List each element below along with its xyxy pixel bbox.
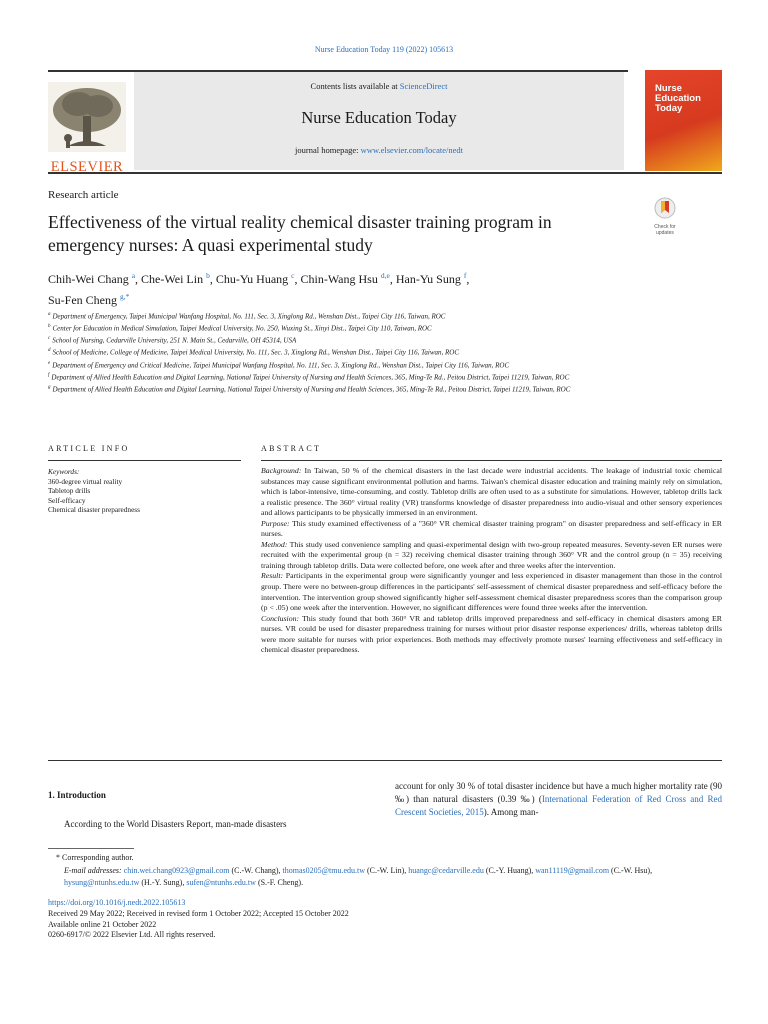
affiliation-text: Department of Emergency, Taipei Municipal Wanfang Hospital, No. 111, Sec. 3, Xinglong Rd., Wenshan Dist., Taipei City 116, Taiwan, ROC: [52, 312, 446, 321]
email-addresses: [48, 865, 722, 890]
masthead: [48, 70, 628, 175]
author[interactable]: [48, 272, 135, 286]
abstract-section-text: Participants in the experimental group were significantly younger and less experienced in disaster management than those in the control group. There were no between-group differences in the participants' self-assessment of chemical disaster preparedness and self-efficacy before the intervention. The intervention group showed significantly higher self-assessment chemical disaster preparedness scores than the comparison group (p < .05) one week after the intervention. However, no significant differences were found three weeks after the intervention.: [261, 571, 722, 613]
author-affiliation-marker[interactable]: g,*: [120, 292, 130, 301]
publisher-wordmark: ELSEVIER: [50, 159, 124, 175]
email-link[interactable]: sufen@ntunhs.edu.tw: [186, 878, 256, 887]
copyright: 0260-6917/© 2022 Elsevier Ltd. All rights reserved.: [48, 930, 216, 940]
email-owner: (C.-Y. Huang),: [483, 865, 536, 875]
introduction-heading: 1. Introduction: [48, 790, 106, 800]
keyword-list: [48, 477, 241, 515]
affiliation: [48, 359, 638, 371]
article-type: Research article: [48, 189, 119, 201]
affiliation: [48, 346, 638, 358]
received-dates: Received 29 May 2022; Received in revised form 1 October 2022; Accepted 15 October 2022: [48, 908, 349, 918]
affiliation: [48, 334, 638, 346]
introduction-right-column: account for only 30 % of total disaster incidence but have a much higher mortality rate (90 ‰) than natural disasters (0.39 ‰) (International Federation of Red Cross and Red Crescent Societies, 2015). Among man-: [395, 781, 722, 817]
introduction-left-column: According to the World Disasters Report, man-made disasters: [64, 819, 287, 829]
cover-title: Nurse Education Today: [655, 83, 701, 114]
author-affiliation-marker[interactable]: d,e: [380, 271, 390, 280]
author-name[interactable]: Han-Yu Sung: [395, 272, 461, 286]
abstract-section-label: Method:: [261, 539, 288, 549]
abstract-section-text: In Taiwan, 50 % of the chemical disasters in the last decade were industrial accidents. The leakage of industrial toxic chemical substances may cause significant environmental pollution and harms. Taiwan's chemical disaster education and training mainly rely on simulation, which is labor-intensive, time-consuming, and costly. Tabletop drills are often used to as a substitute for simulations. However, tabletop drills lack a realistic presence. The 360° virtual reality (VR) transforms knowledge of disaster preparedness into audio-visual and other sensory experiences and allows participants to be physically immersed in an environment.: [261, 466, 723, 518]
author-affiliation-marker[interactable]: a: [131, 271, 136, 280]
abstract-section-text: This study found that both 360° VR and tabletop drills improved preparedness and self-efficacy in chemical disasters among ER nurses. VR could be used for disaster preparedness training for nurses without prior disaster response experiences/ drills, whereas tabletop drills were more suitable for nurses with prior experiences. Both methods may effectively promote nurses' learning effectiveness and self-efficacy in chemical disaster preparedness.: [261, 613, 722, 655]
affiliation: [48, 310, 638, 322]
footnotes: [48, 852, 722, 890]
abstract-section-label: Background:: [261, 466, 302, 475]
abstract-divider: [261, 460, 722, 461]
affiliation-marker: b: [48, 324, 51, 330]
affiliation-text: School of Medicine, College of Medicine, Taipei Medical University, No. 111, Sec. 3, Xinglong Rd., Wenshan Dist., Taipei City 116, Taiwan, ROC: [52, 348, 459, 357]
abstract-section: [261, 540, 722, 572]
author-affiliation-marker[interactable]: c: [291, 271, 295, 280]
affiliation-marker: d: [48, 348, 51, 354]
abstract-section: [261, 519, 722, 540]
check-for-updates-button[interactable]: [646, 197, 684, 236]
author-list: Chih-Wei Chang $^a$, Che-Wei Lin $^b$, Chu-Yu Huang $^c$, Chin-Wang Hsu $^{d,e}$, Han-Yu Sung $^f$, Su-Fen Cheng $^{g,*}$: [48, 271, 470, 307]
affiliation-marker: g: [48, 384, 51, 390]
affiliation-marker: c: [48, 336, 51, 342]
affiliations: [48, 310, 638, 395]
abstract-bottom-divider: [48, 760, 722, 761]
email-owner: (S.-F. Cheng).: [255, 878, 304, 887]
author-name[interactable]: Chu-Yu Huang: [215, 272, 289, 286]
abstract-section-label: Conclusion:: [261, 613, 300, 623]
abstract-section: [261, 614, 722, 656]
masthead-banner: [134, 72, 624, 170]
email-owner: (C.-W. Lin),: [365, 865, 409, 875]
email-label: E-mail addresses:: [64, 865, 124, 875]
author[interactable]: [141, 272, 210, 286]
abstract-body: [261, 466, 722, 656]
email-owner: (C.-W. Chang),: [229, 865, 283, 875]
author-affiliation-marker[interactable]: b: [206, 271, 210, 280]
homepage-line: journal homepage: www.elsevier.com/locate/nedt: [295, 145, 463, 155]
keyword: 360-degree virtual reality: [48, 476, 123, 486]
available-online: Available online 21 October 2022: [48, 919, 157, 929]
email-link[interactable]: huangc@cedarville.edu: [408, 865, 484, 875]
author[interactable]: [216, 272, 295, 286]
affiliation-text: Department of Emergency and Critical Medicine, Taipei Municipal Wanfang Hospital, No. 111, Sec. 3, Xinglong Rd., Wenshan Dist., Taipei City 116, Taiwan, ROC: [52, 360, 510, 369]
masthead-divider: [48, 172, 722, 174]
abstract-section: [261, 466, 722, 519]
affiliation-text: School of Nursing, Cedarville University, 251 N. Main St., Cedarville, OH 45314, USA: [52, 336, 297, 345]
email-link[interactable]: chin.wei.chang0923@gmail.com: [123, 865, 230, 875]
corresponding-note: * Corresponding author.: [56, 853, 134, 862]
keyword: Tabletop drills: [48, 486, 91, 495]
keywords-block: [48, 467, 241, 515]
article-info-heading: ARTICLE INFO: [48, 444, 130, 453]
citation-link[interactable]: International Federation of Red Cross and Red Crescent Societies, 2015: [395, 794, 722, 817]
email-link[interactable]: thomas0205@tmu.edu.tw: [282, 865, 366, 875]
contents-line: Contents lists available at ScienceDirect: [310, 81, 448, 91]
affiliation-marker: f: [48, 372, 50, 378]
abstract-heading: ABSTRACT: [261, 444, 322, 453]
article-info-divider: [48, 460, 241, 461]
author[interactable]: [48, 293, 129, 307]
keyword: Self-efficacy: [48, 495, 86, 505]
keyword: Chemical disaster preparedness: [48, 505, 140, 514]
abstract-section: [261, 571, 722, 613]
journal-cover[interactable]: [645, 70, 722, 171]
abstract-section-label: Result:: [261, 571, 284, 581]
affiliation: [48, 371, 638, 383]
doi-link[interactable]: https://doi.org/10.1016/j.nedt.2022.105613: [48, 898, 186, 907]
article-title: Effectiveness of the virtual reality chemical disaster training program in emergency nurses: A quasi experimental study: [48, 212, 552, 255]
author-name[interactable]: Chin-Wang Hsu: [300, 272, 378, 286]
affiliation-text: Department of Allied Health Education and Digital Learning, National Taipei University of Nursing and Health Sciences, 365, Ming-Te Rd., Peitou District, Taipei 11219, Taiwan, ROC: [51, 372, 570, 381]
author-name[interactable]: Che-Wei Lin: [141, 272, 204, 286]
journal-reference[interactable]: Nurse Education Today 119 (2022) 105613: [314, 45, 454, 54]
journal-name: Nurse Education Today: [301, 108, 457, 127]
author-affiliation-marker[interactable]: f: [463, 271, 467, 280]
article-metadata: [48, 898, 722, 941]
keywords-label: Keywords:: [48, 467, 80, 476]
email-link[interactable]: wan11119@gmail.com: [535, 865, 610, 875]
affiliation-marker: e: [48, 360, 51, 366]
homepage-link[interactable]: www.elsevier.com/locate/nedt: [360, 145, 463, 155]
abstract-section-label: Purpose:: [261, 518, 290, 528]
abstract-section-text: This study examined effectiveness of a "360° VR chemical disaster training program" on disaster preparedness and self-efficacy in ER nurses.: [261, 518, 722, 539]
abstract-section-text: This study used convenience sampling and quasi-experimental design with two-group repeated measures. Seventy-seven ER nurses were recruited with the experimental group (n = 32) receiving chemical disaster training through 360° VR and the control group (n = 35) receiving training through tabletop drills. Data were collected before, one week after and three weeks after the intervention.: [261, 539, 722, 570]
crossmark-icon: [654, 197, 676, 219]
email-link[interactable]: hysung@ntunhs.edu.tw: [64, 878, 140, 887]
sciencedirect-link[interactable]: ScienceDirect: [399, 81, 448, 91]
elsevier-logo: [48, 82, 126, 175]
affiliation: [48, 322, 638, 334]
author-name[interactable]: Su-Fen Cheng: [48, 293, 117, 307]
email-owner: (C.-W. Hsu),: [609, 865, 653, 875]
affiliation-text: Center for Education in Medical Simulation, Taipei Medical University, No. 250, Wuxing St., Xinyi Dist., Taipei City 110, Taiwan, ROC: [52, 324, 432, 333]
tree-icon: [48, 82, 126, 152]
crossmark-label: Check for updates: [654, 224, 676, 236]
affiliation-marker: a: [48, 312, 51, 317]
email-owner: (H.-Y. Sung),: [139, 878, 187, 887]
affiliation-text: Department of Allied Health Education and Digital Learning, National Taipei University of Nursing and Health Sciences, 365, Ming-Te Rd., Peitou District, Taipei 11219, Taiwan, ROC: [52, 385, 571, 394]
author[interactable]: [300, 272, 389, 286]
author[interactable]: [396, 272, 467, 286]
footnote-divider: [48, 848, 134, 849]
author-name[interactable]: Chih-Wei Chang: [48, 272, 129, 286]
affiliation: [48, 383, 638, 395]
